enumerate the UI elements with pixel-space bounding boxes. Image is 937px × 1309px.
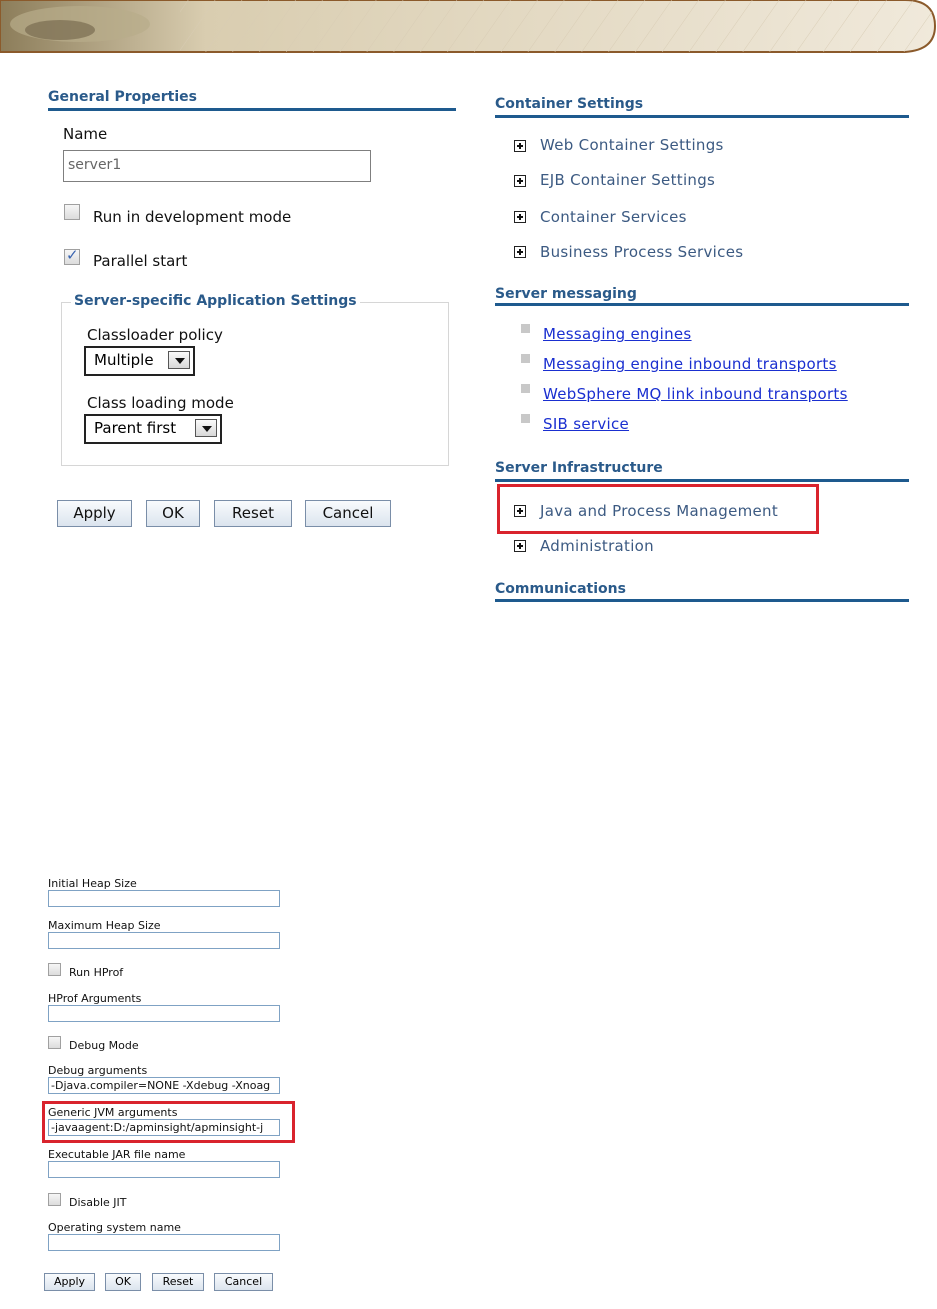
container-settings-title: Container Settings — [495, 96, 644, 112]
chevron-down-icon — [195, 419, 217, 437]
expand-icon[interactable] — [514, 140, 526, 152]
debug-mode-label: Debug Mode — [69, 1039, 139, 1052]
bullet-icon — [521, 324, 530, 333]
class-loading-mode-label: Class loading mode — [87, 394, 234, 412]
server-messaging-divider — [495, 303, 909, 306]
bullet-icon — [521, 354, 530, 363]
java-process-management-item[interactable]: Java and Process Management — [540, 502, 779, 520]
initial-heap-input[interactable] — [48, 890, 280, 907]
web-container-settings-item[interactable]: Web Container Settings — [540, 136, 724, 154]
jvm-ok-button[interactable]: OK — [105, 1273, 141, 1291]
ok-button[interactable]: OK — [146, 500, 200, 527]
disable-jit-label: Disable JIT — [69, 1196, 127, 1209]
jvm-reset-button[interactable]: Reset — [152, 1273, 204, 1291]
reset-button[interactable]: Reset — [214, 500, 292, 527]
classloader-policy-label: Classloader policy — [87, 326, 223, 344]
highlight-box — [497, 484, 819, 534]
debug-mode-checkbox[interactable] — [48, 1036, 61, 1049]
communications-title: Communications — [495, 581, 626, 597]
run-hprof-checkbox[interactable] — [48, 963, 61, 976]
expand-icon[interactable] — [514, 540, 526, 552]
class-loading-mode-value: Parent first — [94, 419, 177, 437]
chevron-down-icon — [168, 351, 190, 369]
container-services-item[interactable]: Container Services — [540, 208, 687, 226]
check-icon: ✓ — [66, 246, 79, 264]
ejb-container-settings-item[interactable]: EJB Container Settings — [540, 171, 716, 189]
expand-icon[interactable] — [514, 246, 526, 258]
expand-icon[interactable] — [514, 175, 526, 187]
expand-icon[interactable] — [514, 211, 526, 223]
name-label: Name — [63, 125, 108, 143]
apply-button[interactable]: Apply — [57, 500, 132, 527]
classloader-policy-select[interactable] — [84, 346, 195, 376]
general-properties-title: General Properties — [48, 89, 197, 105]
bullet-icon — [521, 414, 530, 423]
header-banner — [0, 0, 937, 56]
general-properties-divider — [48, 108, 456, 111]
bullet-icon — [521, 384, 530, 393]
initial-heap-label: Initial Heap Size — [48, 877, 137, 890]
jvm-apply-button[interactable]: Apply — [44, 1273, 95, 1291]
hprof-args-input[interactable] — [48, 1005, 280, 1022]
debug-args-label: Debug arguments — [48, 1064, 148, 1077]
messaging-engines-link[interactable]: Messaging engines — [543, 325, 692, 343]
jar-file-input[interactable] — [48, 1161, 280, 1178]
name-input[interactable]: server1 — [63, 150, 371, 182]
jar-file-label: Executable JAR file name — [48, 1148, 186, 1161]
parallel-start-checkbox[interactable] — [64, 246, 80, 265]
websphere-mq-link-inbound-transports-link[interactable]: WebSphere MQ link inbound transports — [543, 385, 848, 403]
development-mode-label: Run in development mode — [93, 208, 292, 226]
max-heap-input[interactable] — [48, 932, 280, 949]
jvm-cancel-button[interactable]: Cancel — [214, 1273, 273, 1291]
administration-item[interactable]: Administration — [540, 537, 654, 555]
development-mode-checkbox[interactable] — [64, 204, 80, 220]
disable-jit-checkbox[interactable] — [48, 1193, 61, 1206]
class-loading-mode-select[interactable] — [84, 414, 222, 444]
server-messaging-title: Server messaging — [495, 286, 637, 302]
sib-service-link[interactable]: SIB service — [543, 415, 630, 433]
max-heap-label: Maximum Heap Size — [48, 919, 161, 932]
app-settings-legend: Server-specific Application Settings — [71, 293, 360, 309]
hprof-args-label: HProf Arguments — [48, 992, 142, 1005]
server-infrastructure-divider — [495, 479, 909, 482]
run-hprof-label: Run HProf — [69, 966, 124, 979]
server-infrastructure-title: Server Infrastructure — [495, 460, 663, 476]
os-name-input[interactable] — [48, 1234, 280, 1251]
generic-jvm-args-input[interactable]: -javaagent:D:/apminsight/apminsight-j — [48, 1119, 280, 1136]
messaging-engine-inbound-transports-link[interactable]: Messaging engine inbound transports — [543, 355, 837, 373]
cancel-button[interactable]: Cancel — [305, 500, 391, 527]
debug-args-input[interactable]: -Djava.compiler=NONE -Xdebug -Xnoag — [48, 1077, 280, 1094]
communications-divider — [495, 599, 909, 602]
container-settings-divider — [495, 115, 909, 118]
business-process-services-item[interactable]: Business Process Services — [540, 243, 744, 261]
generic-jvm-args-label: Generic JVM arguments — [48, 1106, 178, 1119]
classloader-policy-value: Multiple — [94, 351, 154, 369]
parallel-start-label: Parallel start — [93, 252, 188, 270]
os-name-label: Operating system name — [48, 1221, 181, 1234]
